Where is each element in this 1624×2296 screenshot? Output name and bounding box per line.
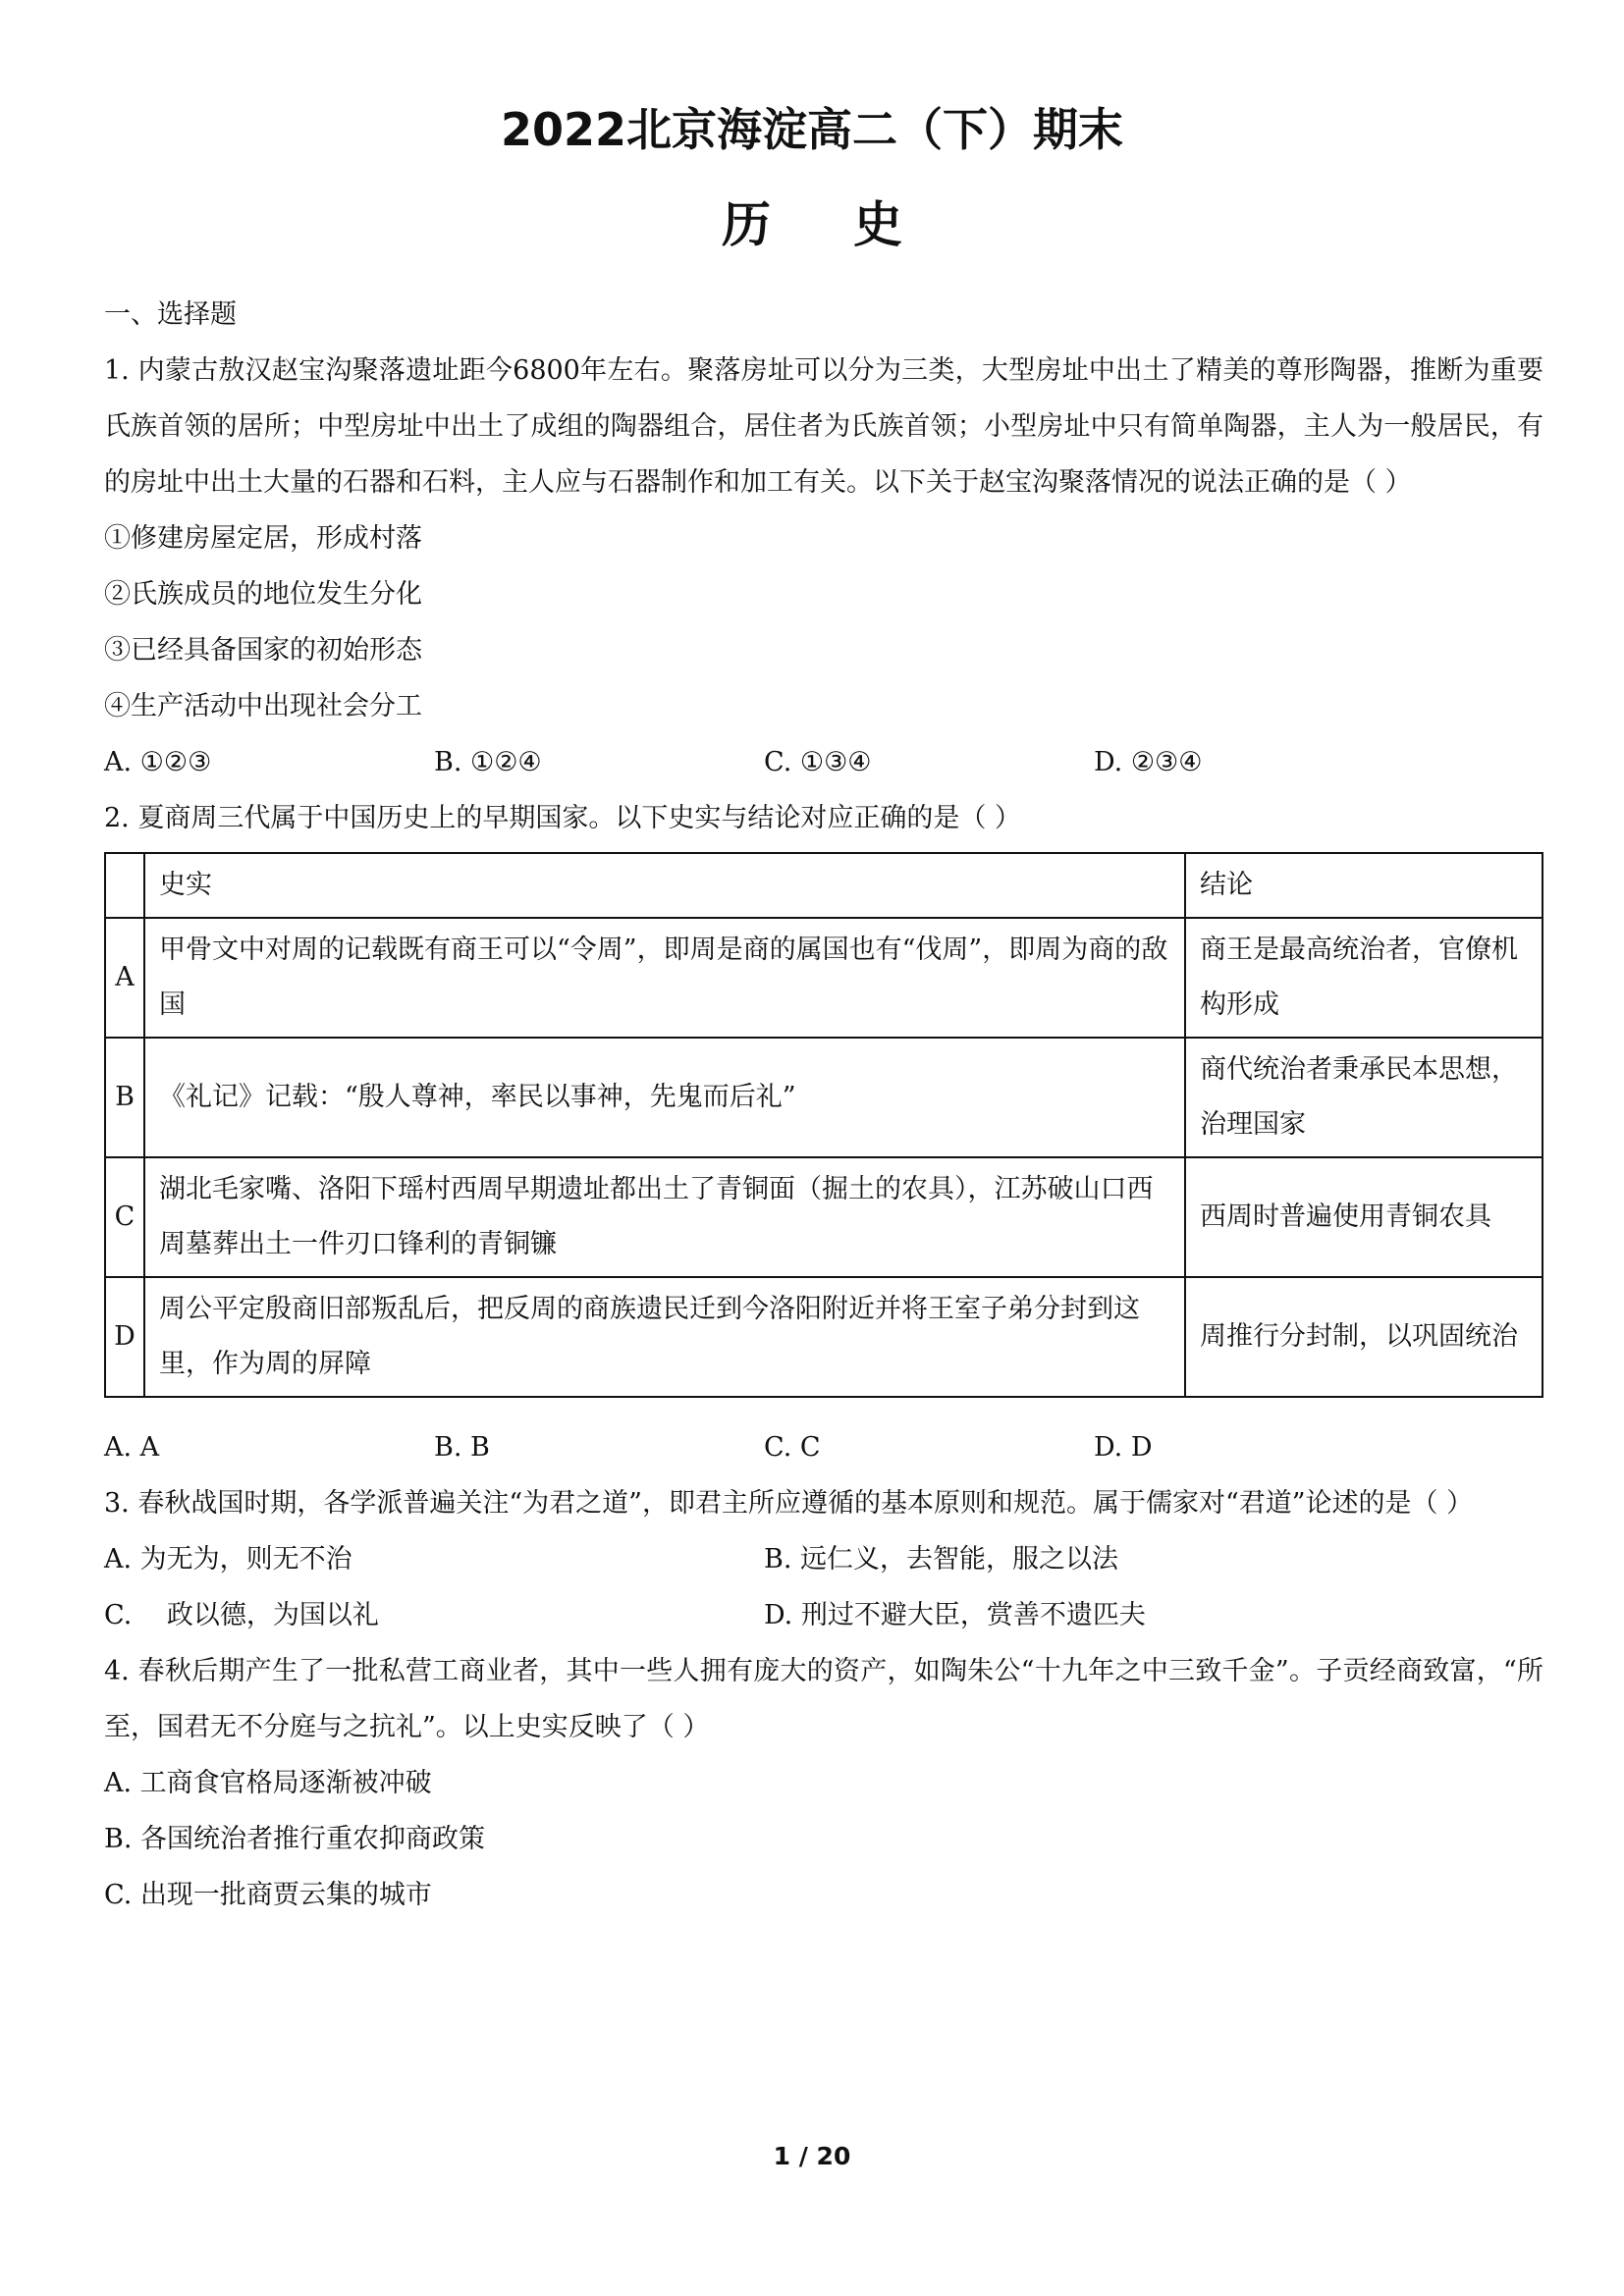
question-1-item: ④生产活动中出现社会分工 — [104, 691, 422, 721]
option-a[interactable]: A. A — [104, 1432, 160, 1463]
option-b[interactable]: B. B — [434, 1432, 490, 1463]
option-a[interactable]: A. 工商食官格局逐渐被冲破 — [104, 1768, 432, 1798]
table-header-conclusion: 结论 — [1185, 853, 1543, 918]
row-conclusion: 商王是最高统治者，官僚机构形成 — [1185, 918, 1543, 1038]
row-letter: D — [105, 1277, 144, 1397]
question-3-options-row-2 — [104, 1587, 1543, 1643]
row-fact: 周公平定殷商旧部叛乱后，把反周的商族遗民迁到今洛阳附近并将王室子弟分封到这里，作为周的屏障 — [144, 1277, 1185, 1397]
option-d[interactable]: D. 刑过不避大臣，赏善不遗匹夫 — [764, 1600, 1146, 1630]
option-c[interactable]: C. C — [764, 1432, 821, 1463]
row-conclusion: 商代统治者秉承民本思想，治理国家 — [1185, 1038, 1543, 1157]
row-letter: A — [105, 918, 144, 1038]
option-d[interactable]: D. D — [1094, 1432, 1153, 1463]
question-1-options — [104, 734, 1543, 790]
question-1-item: ②氏族成员的地位发生分化 — [104, 579, 422, 610]
document-title: 2022北京海淀高二（下）期末 — [500, 103, 1124, 156]
exam-content — [104, 287, 1543, 1923]
question-1-stem: 1. 内蒙古敖汉赵宝沟聚落遗址距今6800年左右。聚落房址可以分为三类，大型房址中出土了精美的尊形陶器，推断为重要氏族首领的居所；中型房址中出土了成组的陶器组合，居住者为氏族首领；小型房址中只有简单陶器，主人为一般居民，有的房址中出土大量的石器和石料，主人应与石器制作和加工有关。以下关于赵宝沟聚落情况的说法正确的是（ ） — [104, 355, 1543, 498]
row-conclusion: 周推行分封制，以巩固统治 — [1185, 1277, 1543, 1397]
question-2-options — [104, 1419, 1543, 1475]
option-d[interactable]: D. ②③④ — [1094, 747, 1203, 777]
table-header-row — [105, 853, 1543, 918]
table-row — [105, 1038, 1543, 1157]
section-heading: 一、选择题 — [104, 299, 237, 330]
question-4-stem: 4. 春秋后期产生了一批私营工商业者，其中一些人拥有庞大的资产，如陶朱公“十九年之中三致千金”。子贡经商致富，“所至，国君无不分庭与之抗礼”。以上史实反映了（ ） — [104, 1656, 1543, 1742]
option-b[interactable]: B. 远仁义，去智能，服之以法 — [764, 1544, 1119, 1575]
option-a[interactable]: A. ①②③ — [104, 747, 212, 777]
row-fact: 湖北毛家嘴、洛阳下瑶村西周早期遗址都出土了青铜面（掘土的农具），江苏破山口西周墓葬出土一件刃口锋利的青铜镰 — [144, 1157, 1185, 1277]
row-fact: 《礼记》记载：“殷人尊神，率民以事神，先鬼而后礼” — [144, 1038, 1185, 1157]
option-c[interactable]: C. 政以德，为国以礼 — [104, 1600, 379, 1630]
question-2-stem: 2. 夏商周三代属于中国历史上的早期国家。以下史实与结论对应正确的是（ ） — [104, 803, 1021, 833]
question-1-item: ③已经具备国家的初始形态 — [104, 635, 422, 666]
page-number: 1 / 20 — [773, 2142, 851, 2170]
question-2-table — [104, 852, 1543, 1398]
table-row — [105, 1157, 1543, 1277]
row-letter: B — [105, 1038, 144, 1157]
row-fact: 甲骨文中对周的记载既有商王可以“令周”，即周是商的属国也有“伐周”，即周为商的敌国 — [144, 918, 1185, 1038]
table-row — [105, 1277, 1543, 1397]
option-b[interactable]: B. 各国统治者推行重农抑商政策 — [104, 1824, 486, 1854]
table-row — [105, 918, 1543, 1038]
table-cell — [105, 853, 144, 918]
row-letter: C — [105, 1157, 144, 1277]
subject-title: 历史 — [722, 196, 985, 253]
option-a[interactable]: A. 为无为，则无不治 — [104, 1544, 352, 1575]
option-c[interactable]: C. 出现一批商贾云集的城市 — [104, 1880, 432, 1910]
question-1-item: ①修建房屋定居，形成村落 — [104, 523, 422, 554]
option-c[interactable]: C. ①③④ — [764, 747, 872, 777]
question-3-options-row-1 — [104, 1531, 1543, 1587]
option-b[interactable]: B. ①②④ — [434, 747, 542, 777]
table-header-fact: 史实 — [144, 853, 1185, 918]
row-conclusion: 西周时普遍使用青铜农具 — [1185, 1157, 1543, 1277]
question-3-stem: 3. 春秋战国时期，各学派普遍关注“为君之道”，即君主所应遵循的基本原则和规范。属于儒家对“君道”论述的是（ ） — [104, 1488, 1474, 1519]
